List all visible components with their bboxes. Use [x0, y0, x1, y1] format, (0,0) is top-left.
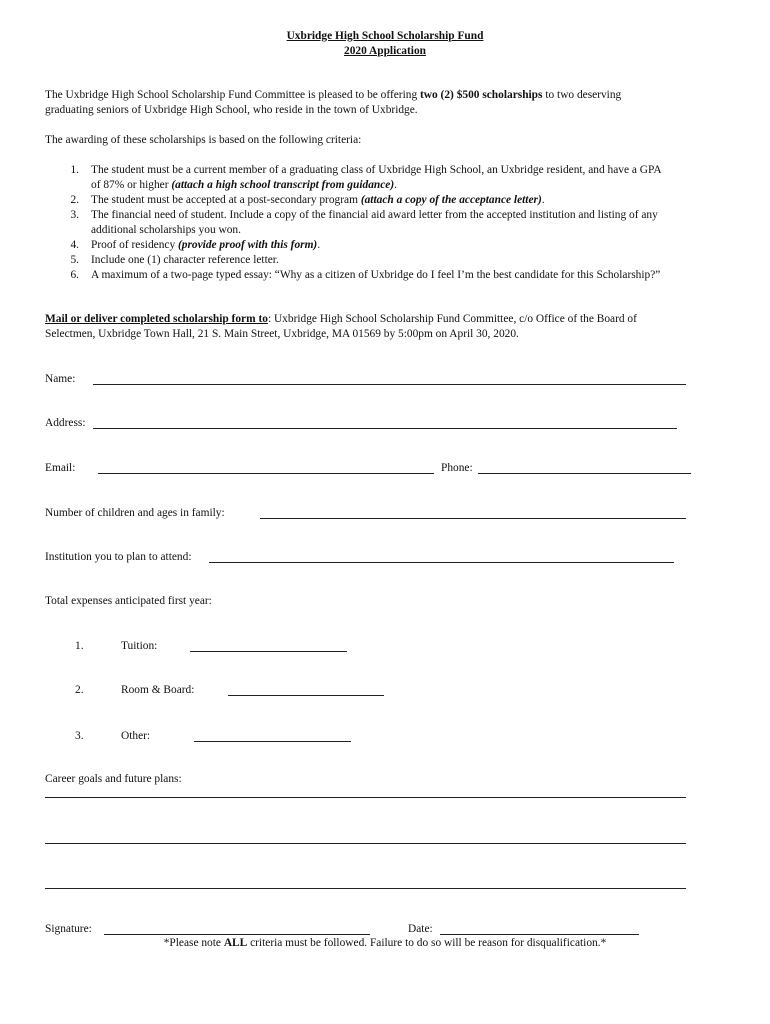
room-board-field[interactable]	[228, 695, 384, 696]
criteria-item-3-line-1: The financial need of student. Include a copy of the financial aid award letter from the accepted institution and listing of any	[91, 209, 658, 221]
mail-instructions-line-1	[45, 312, 637, 327]
note-text: *Please note	[163, 937, 224, 949]
criteria-item-6: A maximum of a two-page typed essay: “Why as a citizen of Uxbridge do I feel I’m the best candidate for this Scholarship?”	[91, 269, 661, 281]
criteria-item-1-line-1: The student must be a current member of a graduating class of Uxbridge High School, an Uxbridge resident, and have a GPA	[91, 164, 662, 176]
email-label: Email:	[45, 462, 76, 474]
criteria-text: of 87% or higher	[91, 179, 172, 191]
institution-field[interactable]	[209, 562, 674, 563]
criteria-emphasis: (attach a copy of the acceptance letter)	[360, 194, 542, 206]
criteria-number: 3.	[70, 209, 79, 221]
criteria-text: Proof of residency	[91, 239, 178, 251]
form-title: Uxbridge High School Scholarship Fund	[286, 30, 484, 42]
intro-line-2: graduating seniors of Uxbridge High School, who reside in the town of Uxbridge.	[45, 104, 418, 116]
date-label: Date:	[408, 923, 433, 935]
criteria-emphasis: (attach a high school transcript from guidance)	[171, 179, 395, 191]
criteria-item-3-line-2: additional scholarships you won.	[91, 224, 241, 236]
address-field[interactable]	[93, 428, 677, 429]
intro-scholarship-amount: two (2) $500 scholarships	[420, 89, 543, 101]
name-field[interactable]	[93, 384, 686, 385]
tuition-label: Tuition:	[121, 640, 158, 652]
form-subtitle: 2020 Application	[344, 45, 426, 57]
signature-field[interactable]	[104, 934, 370, 935]
institution-label: Institution you to plan to attend:	[45, 551, 192, 563]
signature-label: Signature:	[45, 923, 92, 935]
date-field[interactable]	[440, 934, 639, 935]
intro-text-end: to two deserving	[542, 89, 622, 101]
mail-address-text: : Uxbridge High School Scholarship Fund Committee, c/o Office of the Board of	[267, 313, 637, 325]
email-field[interactable]	[98, 473, 434, 474]
phone-label: Phone:	[441, 462, 473, 474]
intro-line-1	[45, 88, 621, 103]
mail-label: Mail or deliver completed scholarship form to	[45, 313, 268, 325]
career-label: Career goals and future plans:	[45, 773, 182, 785]
disqualification-note	[0, 936, 770, 951]
room-board-number: 2.	[75, 684, 84, 696]
address-label: Address:	[45, 417, 86, 429]
criteria-text: The student must be accepted at a post-secondary program	[91, 194, 361, 206]
note-emphasis: ALL	[223, 937, 248, 949]
criteria-number: 2.	[70, 194, 79, 206]
tuition-number: 1.	[75, 640, 84, 652]
career-field-line-1[interactable]	[45, 797, 686, 798]
intro-text: The Uxbridge High School Scholarship Fund Committee is pleased to be offering	[45, 89, 420, 101]
criteria-number: 6.	[70, 269, 79, 281]
mail-instructions-line-2: Selectmen, Uxbridge Town Hall, 21 S. Main Street, Uxbridge, MA 01569 by 5:00pm on April 30, 2020.	[45, 328, 519, 340]
criteria-number: 4.	[70, 239, 79, 251]
criteria-text: .	[317, 239, 321, 251]
criteria-item-5: Include one (1) character reference letter.	[91, 254, 279, 266]
expenses-label: Total expenses anticipated first year:	[45, 595, 212, 607]
criteria-emphasis: (provide proof with this form)	[178, 239, 318, 251]
criteria-item-2	[91, 193, 545, 208]
children-field[interactable]	[260, 518, 686, 519]
criteria-intro: The awarding of these scholarships is based on the following criteria:	[45, 134, 362, 146]
room-board-label: Room & Board:	[121, 684, 195, 696]
other-number: 3.	[75, 730, 84, 742]
children-label: Number of children and ages in family:	[45, 507, 225, 519]
note-text-end: criteria must be followed. Failure to do so will be reason for disqualification.*	[247, 937, 607, 949]
other-label: Other:	[121, 730, 151, 742]
career-field-line-3[interactable]	[45, 888, 686, 889]
criteria-number: 1.	[70, 164, 79, 176]
name-label: Name:	[45, 373, 76, 385]
criteria-item-4	[91, 238, 320, 253]
tuition-field[interactable]	[190, 651, 347, 652]
other-field[interactable]	[194, 741, 351, 742]
criteria-text: .	[394, 179, 397, 191]
phone-field[interactable]	[478, 473, 691, 474]
criteria-item-1-line-2	[91, 178, 397, 193]
criteria-number: 5.	[70, 254, 79, 266]
career-field-line-2[interactable]	[45, 843, 686, 844]
criteria-text: .	[541, 194, 545, 206]
